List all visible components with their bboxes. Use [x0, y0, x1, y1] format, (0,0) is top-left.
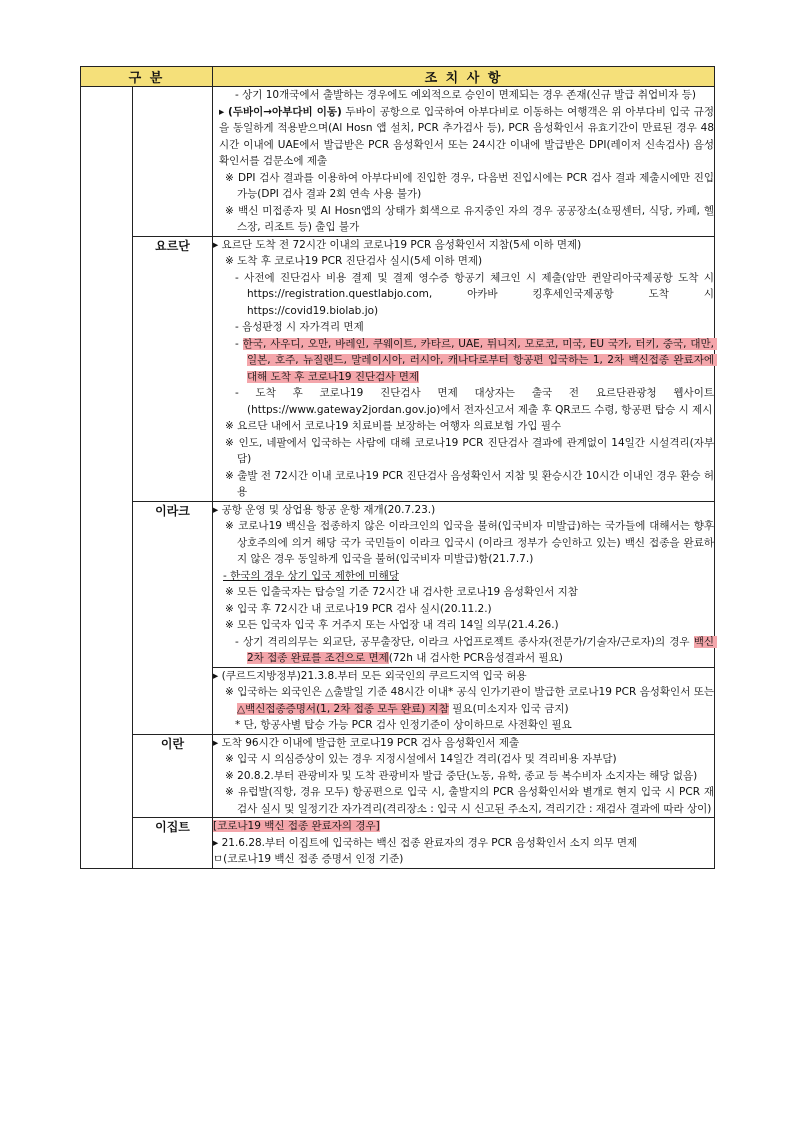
- iraq-highlight: 백신 2차 접종 완료를 조건으로 면제: [247, 635, 718, 664]
- content-iraq: [213, 501, 718, 667]
- row-jordan: [81, 236, 715, 501]
- row-egypt: [81, 818, 715, 869]
- iraq-line-4: ※ 모든 입출국자는 탑승일 기준 72시간 내 검사한 코로나19 음성확인서 지참: [225, 586, 578, 598]
- kurd-line-2: [225, 684, 718, 717]
- jordan-line-3: - 사전에 진단검사 비용 결제 및 결제 영수증 항공기 체크인 시 제출(암만 퀸알리아국제공항 도착 시 https://registration.questlabjo.com, 아카바 킹후세인국제공항 도착 시 https://covid19.biolab.jo): [235, 271, 718, 317]
- uae-line-1: - 상기 10개국에서 출발하는 경우에도 예외적으로 승인이 면제되는 경우 존재(신규 발급 취업비자 등): [235, 89, 696, 101]
- iraq-line-7: [235, 634, 718, 667]
- iraq-line-5: ※ 입국 후 72시간 내 코로나19 PCR 검사 실시(20.11.2.): [225, 602, 492, 615]
- country-cell-iran: 이란: [133, 734, 213, 818]
- iraq-korea-note: - 한국의 경우 상기 입국 제한에 미해당: [223, 569, 399, 582]
- jordan-line-2: ※ 도착 후 코로나19 PCR 진단검사 실시(5세 이하 면제): [225, 255, 483, 267]
- egypt-highlight-heading: [코로나19 백신 접종 완료자의 경우]: [213, 820, 380, 832]
- iran-line-4: ※ 유럽발(직항, 경유 모두) 항공편으로 입국 시, 출발지의 PCR 음성확인서와 별개로 현지 입국 시 PCR 재검사 실시 및 일정기간 자가격리(격리장소 : 입국 시 신고된 주소지, 격리기간 : 재검사 결과에 따라 상이): [225, 786, 714, 815]
- egypt-line-3: ㅁ(코로나19 백신 접종 증명서 인정 기준): [213, 853, 404, 865]
- egypt-line-1: [213, 818, 714, 835]
- uae-dubai-text: 두바이 공항으로 입국하여 아부다비로 이동하는 여행객은 위 아부다비 입국 규정을 동일하게 적용받으며(Al Hosn 앱 설치, PCR 추가검사 등), PCR 음성확인서 유효기간이 만료된 경우 48시간 이내에 UAE에서 발급받은 PCR 음성확인서 또는 24시간 이내에 발급받은 DPI(레이저 신속검사) 음성확인서를 검문소에 제출: [219, 105, 714, 167]
- uae-line-3: ※ DPI 검사 결과를 이용하여 아부다비에 진입한 경우, 다음번 진입시에는 PCR 검사 결과 제출시에만 진입 가능(DPI 검사 결과 2회 연속 사용 불가): [225, 171, 718, 200]
- kurd-line-2a: ※ 입국하는 외국인은 △출발일 기준 48시간 이내* 공식 인가기관이 발급한 코로나19 PCR 음성확인서 또는: [225, 686, 718, 698]
- content-iraq-kurd: [213, 667, 718, 734]
- uae-line-4: ※ 백신 미접종자 및 Al Hosn앱의 상태가 회색으로 유지중인 자의 경우 공공장소(쇼핑센터, 식당, 카페, 헬스장, 리조트 등) 출입 불가: [225, 204, 714, 233]
- iraq-line-3: [223, 568, 714, 585]
- egypt-line-2: ▸ 21.6.28.부터 이집트에 입국하는 백신 접종 완료자의 경우 PCR 음성확인서 소지 의무 면제: [213, 836, 638, 849]
- iraq-line-1: ▸ 공항 운영 및 상업용 항공 운항 재개(20.7.23.): [213, 503, 436, 516]
- jordan-line-1-text: 요르단 도착 전 72시간 이내의 코로나19 PCR 음성확인서 지참(5세 이하 면제): [221, 238, 582, 251]
- iran-line-1: ▸ 도착 96시간 이내에 발급한 코로나19 PCR 검사 음성확인서 제출: [213, 736, 520, 749]
- jordan-line-9: ※ 출발 전 72시간 이내 코로나19 PCR 진단검사 음성확인서 지참 및 환승시간 10시간 이내인 경우 환승 허용: [225, 469, 714, 498]
- jordan-line-1: ▸ 요르단 도착 전 72시간 이내의 코로나19 PCR 음성확인서 지참(5세 이하 면제): [213, 238, 582, 251]
- egypt-line-2-text: 21.6.28.부터 이집트에 입국하는 백신 접종 완료자의 경우 PCR 음성확인서 소지 의무 면제: [221, 836, 638, 849]
- iraq-line-1-text: 공항 운영 및 상업용 항공 운항 재개(20.7.23.): [221, 503, 436, 516]
- kurd-line-1: ▸ (쿠르드지방정부)21.3.8.부터 모든 외국인의 쿠르드지역 입국 허용: [213, 669, 527, 682]
- iran-line-1-text: 도착 96시간 이내에 발급한 코로나19 PCR 검사 음성확인서 제출: [221, 736, 520, 749]
- kurd-line-1-text: (쿠르드지방정부)21.3.8.부터 모든 외국인의 쿠르드지역 입국 허용: [221, 669, 527, 682]
- jordan-line-4: - 음성판정 시 자가격리 면제: [235, 321, 364, 333]
- country-cell-egypt: 이집트: [133, 818, 213, 869]
- jordan-line-5: - 한국, 사우디, 오만, 바레인, 쿠웨이트, 카타르, UAE, 튀니지, 모로코, 미국, EU 국가, 터키, 중국, 대만, 일본, 호주, 뉴질랜드, 말레이시아, 러시아, 캐나다로부터 항공편 입국하는 1, 2차 백신접종 완료자에 대해 도착 후 코로나19 진단검사 면제: [235, 337, 718, 383]
- header-category: 구 분: [81, 67, 213, 87]
- iraq-line-2: ※ 코로나19 백신을 접종하지 않은 이라크인의 입국을 불허(입국비자 미발급)하는 국가들에 대해서는 향후 상호주의에 의거 해당 국가 국민들이 이라크 입국시 (이라크 정부가 승인하고 있는) 백신 접종을 완료하지 않은 경우 동일하게 입국을 불허(입국비자 미발급)함(21.7.7.): [225, 520, 718, 565]
- country-cell-iraq: 이라크: [133, 501, 213, 734]
- uae-dubai-heading: (두바이→아부다비 이동): [228, 105, 342, 118]
- content-jordan: [213, 236, 718, 501]
- row-iran: [81, 734, 715, 818]
- header-measures: 조 치 사 항: [213, 67, 715, 87]
- country-cell-uae: [133, 87, 213, 237]
- kurd-line-3: * 단, 항공사별 탑승 가능 PCR 검사 인정기준이 상이하므로 사전확인 필요: [235, 719, 572, 731]
- uae-line-2: ▸ (두바이→아부다비 이동) 두바이 공항으로 입국하여 아부다비로 이동하는 여행객은 위 아부다비 입국 규정을 동일하게 적용받으며(Al Hosn 앱 설치, PCR 추가검사 등), PCR 음성확인서 유효기간이 만료된 경우 48시간 이내에 UAE에서 발급받은 PCR 음성확인서 또는 24시간 이내에 발급받은 DPI(레이저 신속검사) 음성확인서를 검문소에 제출: [219, 105, 714, 167]
- country-cell-jordan: 요르단: [133, 236, 213, 501]
- iran-line-2: ※ 입국 시 의심증상이 있는 경우 지정시설에서 14일간 격리(검사 및 격리비용 자부담): [225, 753, 617, 765]
- region-cell: [81, 87, 133, 869]
- kurd-highlight: △백신접종증명서(1, 2차 접종 모두 완료) 지참: [237, 702, 449, 715]
- content-uae: [213, 87, 718, 237]
- content-iran: [213, 734, 715, 818]
- content-egypt: [213, 818, 715, 869]
- jordan-line-6: - 도착 후 코로나19 진단검사 면제 대상자는 출국 전 요르단관광청 웹사이트(https://www.gateway2jordan.gov.jo)에서 전자신고서 제출 후 QR코드 수령, 항공편 탑승 시 제시: [235, 387, 714, 416]
- jordan-line-7: ※ 요르단 내에서 코로나19 치료비를 보장하는 여행자 의료보험 가입 필수: [225, 420, 562, 432]
- iran-line-3: ※ 20.8.2.부터 관광비자 및 도착 관광비자 발급 중단(노동, 유학, 종교 등 복수비자 소지자는 해당 없음): [225, 769, 698, 782]
- iraq-line-7b: (72h 내 검사한 PCR음성결과서 필요): [388, 652, 563, 664]
- measures-table: [80, 66, 718, 869]
- jordan-highlight: 한국, 사우디, 오만, 바레인, 쿠웨이트, 카타르, UAE, 튀니지, 모로코, 미국, EU 국가, 터키, 중국, 대만, 일본, 호주, 뉴질랜드, 말레이시아, 러시아, 캐나다로부터 항공편 입국하는 1, 2차 백신접종 완료자에 대해 도착 후 코로나19 진단검사 면제: [242, 337, 718, 383]
- table-header-row: [81, 67, 715, 87]
- iraq-line-6: ※ 모든 입국자 입국 후 거주지 또는 사업장 내 격리 14일 의무(21.4.26.): [225, 619, 559, 631]
- kurd-line-2b: 필요(미소지자 입국 금지): [448, 702, 569, 715]
- jordan-line-8: ※ 인도, 네팔에서 입국하는 사람에 대해 코로나19 PCR 진단검사 결과에 관계없이 14일간 시설격리(자부담): [225, 436, 714, 465]
- row-uae-continued: [81, 87, 715, 237]
- row-iraq: [81, 501, 715, 667]
- iraq-line-7a: - 상기 격리의무는 외교단, 공무출장단, 이라크 사업프로젝트 종사자(전문가/기술자/근로자)의 경우: [235, 635, 694, 648]
